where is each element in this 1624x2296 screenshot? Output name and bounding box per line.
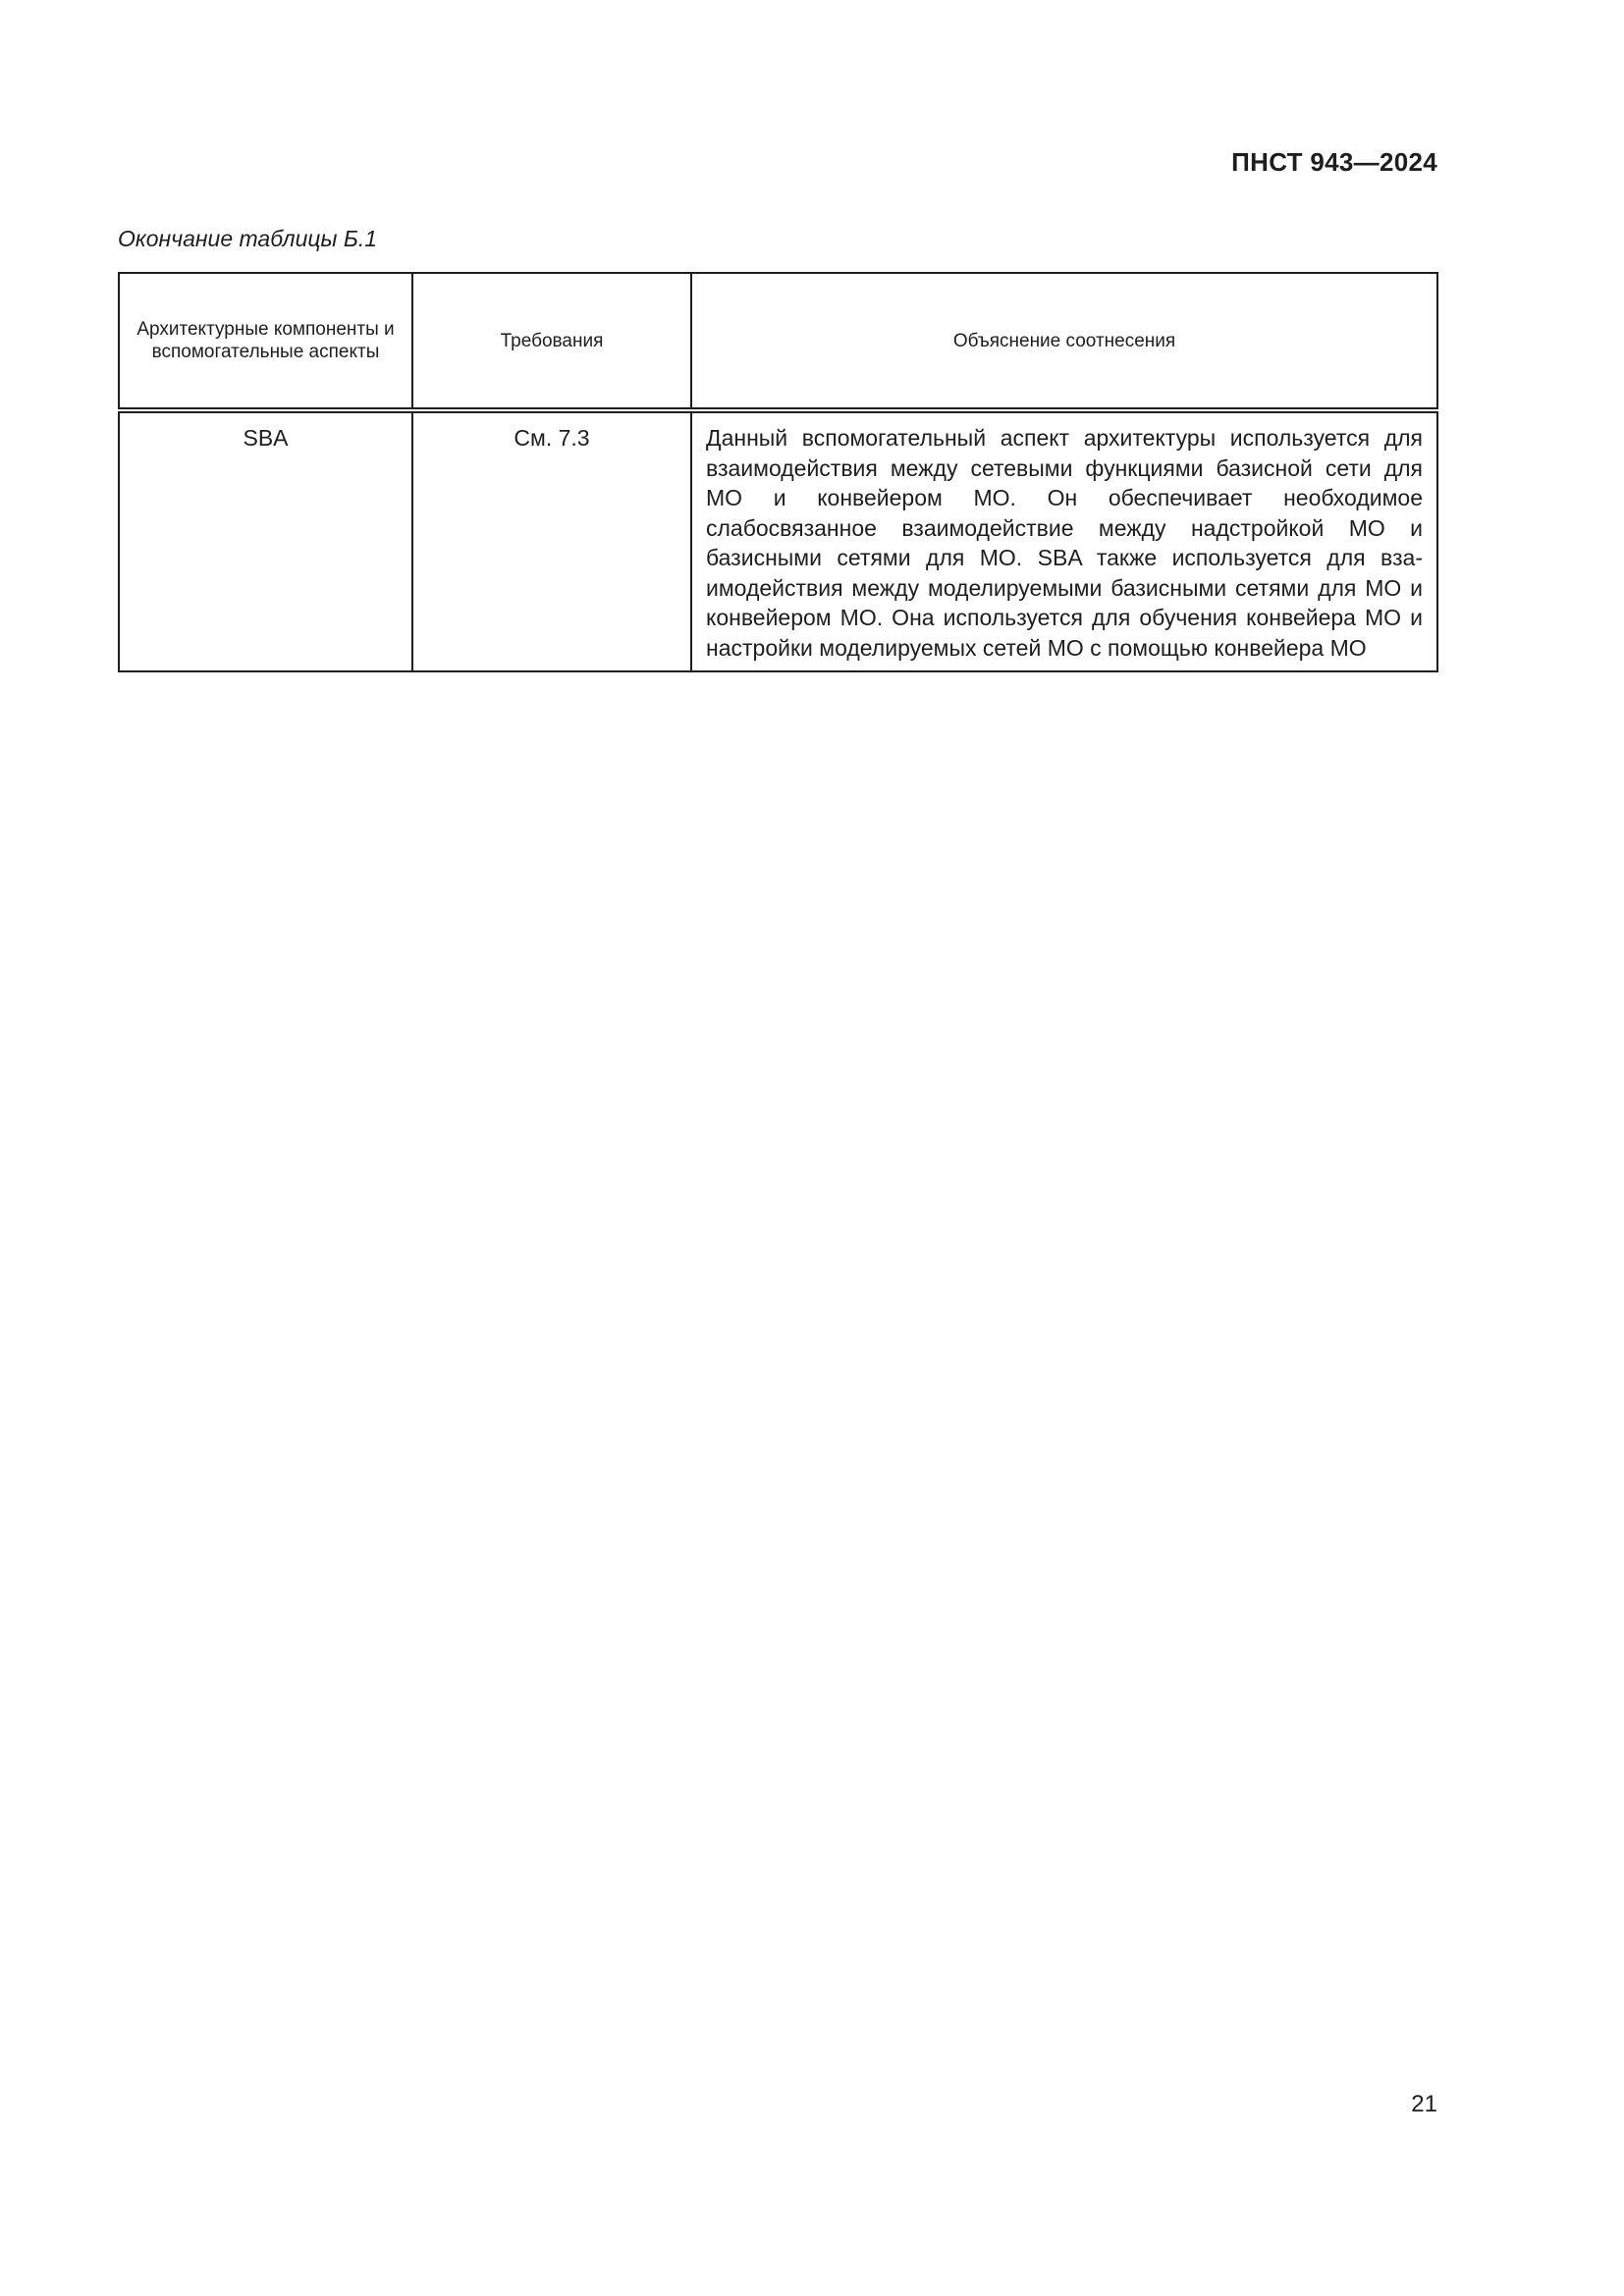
table-row [119, 410, 1437, 671]
document-code: ПНСТ 943—2024 [1231, 147, 1437, 177]
table-header-row [119, 273, 1437, 410]
cell-explanation: Данный вспомогательный аспект архитектуры используется для взаимодействия между сетевыми функциями базисной сети для МО и конвейером МО. Он обеспечивает необходимое слабосвязанное взаимодействие между надстройкой МО и базисными сетями для МО. SBA также используется для взаимодействия между моделируемыми базисными сетями для МО и конвейером МО. Она используется для обучения конвейера МО и настройки моделируемых сетей МО с помощью конвейера МО [691, 410, 1437, 671]
cell-requirement: См. 7.3 [412, 410, 691, 671]
cell-component: SBA [119, 410, 412, 671]
requirements-table [118, 272, 1438, 672]
column-header-explanation: Объяснение соотнесения [691, 273, 1437, 410]
page-number: 21 [1411, 2091, 1437, 2117]
column-header-requirements: Требования [412, 273, 691, 410]
table-caption: Окончание таблицы Б.1 [118, 226, 378, 251]
column-header-components: Архитектурные компоненты и вспомогательные аспекты [119, 273, 412, 410]
